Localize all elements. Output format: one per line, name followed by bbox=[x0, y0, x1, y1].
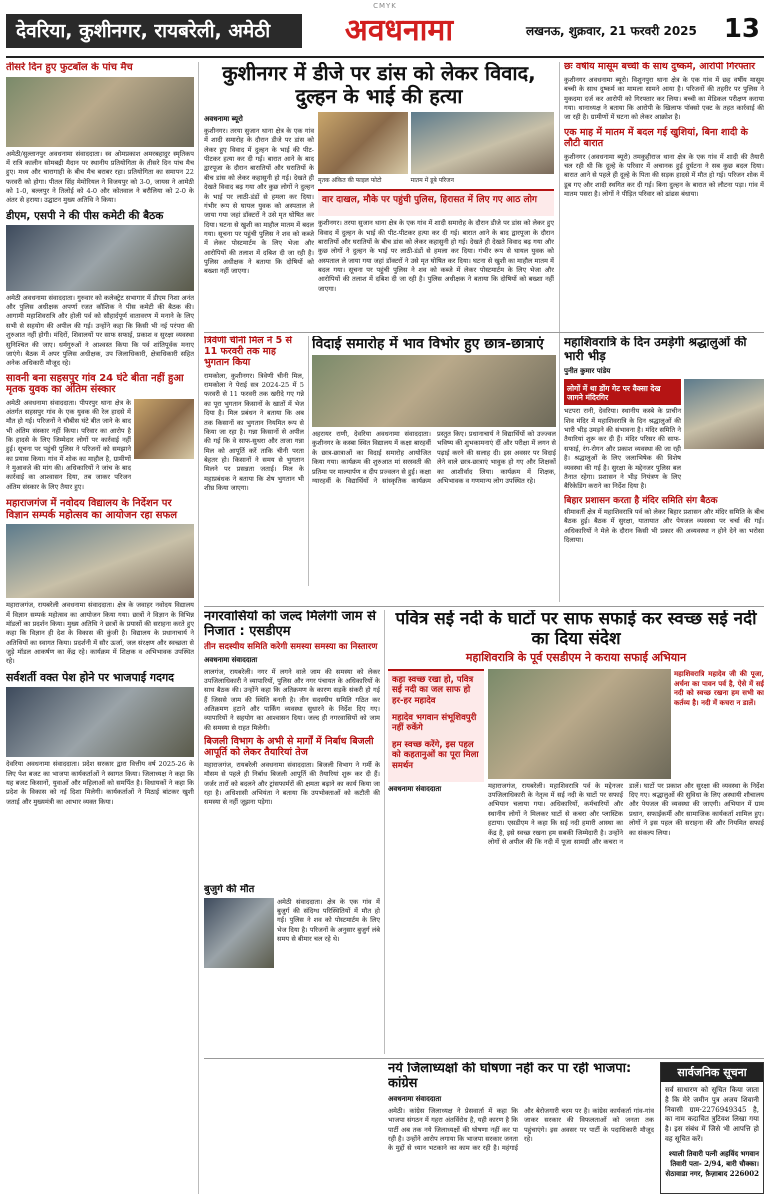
photo-shivratri bbox=[684, 379, 764, 449]
left-column bbox=[6, 62, 194, 1194]
headline-bihar-meeting: बिहार प्रशासन करता है मंदिर समिति संग बैठक bbox=[564, 495, 718, 506]
column-divider bbox=[308, 336, 309, 586]
lead-caption-victim: मृतक अंकित की फाइल फोटो bbox=[318, 177, 382, 184]
headline-shivratri: महाशिवरात्रि के दिन उमड़ेगी श्रद्धालुओं की भारी भीड़ bbox=[564, 336, 747, 363]
headline-football: तीसरे दिन हुए फुटबॉल के पांच मैच bbox=[6, 62, 133, 73]
lead-caption-family: मातम में डूबे परिजन bbox=[410, 177, 454, 184]
story-navodaya: महाराजगंज, रायबरेली अवधनामा संवाददाता। क्षेत्र के जवाहर नवोदय विद्यालय में विज्ञान सम्पर्क महोत्सव का आयोजन किया गया। छात्रों ने विज्ञान के विभिन्न मॉडलों का प्रदर्शन किया। मुख्य अतिथि ने छात्रों के प्रयासों की सराहना करते हुए कहा कि विज्ञान ही देश के विकास की कुंजी है। विद्यालय के प्रधानाचार्य ने अतिथियों का स्वागत किया। प्रदर्शनी में सौर ऊर्जा, जल संरक्षण और स्वच्छता से जुड़े मॉडल आकर्षण का केंद्र रहे। कार्यक्रम में शिक्षक व अभिभावक उपस्थित रहे। bbox=[6, 601, 194, 666]
masthead bbox=[6, 10, 764, 54]
headline-elder-death: बुजुर्ग की मौत bbox=[204, 884, 255, 895]
shivratri-callout-text: लोगों में था डोंग गेट पर वैक्सा देख जागने मंदिरगिर bbox=[567, 383, 661, 402]
section-rule bbox=[204, 606, 764, 607]
river-quote: महाशिवरात्रि महादेव जी की पूजा, अर्चना का पावन पर्व है, ऐसे में सई नदी को स्वच्छ रखना हम सभी का कर्तव्य है। नदी में कचरा न डालें। bbox=[674, 668, 764, 708]
public-notice-signature: श्याली तिवारी पत्नी अहविंद भगवान तिवारी पता- 2/94, बारी चौक्का। सेठावाडा नगर, फ़ैज़ाबाद 226002 bbox=[665, 1148, 759, 1178]
mill-story bbox=[204, 336, 304, 586]
headline-congress: नये जिलाध्यक्षों की घोषणा नहीं कर पा रही भाजपा: कांग्रेस bbox=[388, 1062, 632, 1091]
headline-wedding-return: एक माह में मातम में बदल गई खुशियां, बिना शादी के लौटी बारात bbox=[564, 126, 748, 149]
shivratri-byline: पुनीत कुमार पांडेय bbox=[564, 366, 611, 375]
section-rule bbox=[204, 1058, 764, 1059]
story-congress: अमेठी। कांग्रेस जिलाध्यक्ष ने प्रेसवार्ता में कहा कि भाजपा संगठन में गहरा अंतर्विरोध है, यही कारण है कि पार्टी अब तक नये जिलाध्यक्षों की घोषणा नहीं कर पा रही है। उन्होंने आरोप लगाया कि भाजपा सरकार जनता के मुद्दों से ध्यान भटकाने का काम कर रही है। महंगाई और बेरोजगारी चरम पर है। कांग्रेस कार्यकर्ता गांव-गांव जाकर सरकार की विफलताओं को जनता तक पहुंचाएंगे। इस अवसर पर पार्टी के पदाधिकारी मौजूद रहे। bbox=[388, 1106, 654, 1153]
lead-story bbox=[204, 62, 554, 328]
farewell-story bbox=[312, 336, 556, 586]
photo-football bbox=[6, 77, 194, 147]
headline-electricity: बिजली विभाग के अभी से मार्गों में निर्बाध बिजली आपूर्ति को लेकर तैयारियां तेज bbox=[204, 736, 374, 759]
shivratri-callout bbox=[564, 379, 681, 406]
page-number: 13 bbox=[723, 14, 760, 44]
photo-farewell bbox=[312, 355, 556, 427]
headline-sahaspur: सावनी बना सहसपुर गांव 24 घंटे बीता नहीं हुआ मृतक युवक का अंतिम संस्कार bbox=[6, 372, 184, 396]
column-divider bbox=[384, 610, 385, 1054]
lead-pullquote bbox=[318, 189, 554, 216]
story-mill: रामकोला, कुशीनगर। त्रिवेणी चीनी मिल, रामकोला ने पेराई सत्र 2024-25 में 5 फरवरी से 11 फरवरी तक खरीदे गए गन्ने का पूरा भुगतान किसानों के खातों में भेज दिया है। मिल प्रबंधन ने बताया कि अब तक किसानों का भुगतान नियमित रूप से किया जा रहा है। गन्ना किसानों से अपील की गई कि वे साफ-सुथरा और ताजा गन्ना मिल को आपूर्ति करें ताकि चीनी परता बेहतर हो। किसानों ने समय से भुगतान मिलने पर प्रसन्नता जताई। मिल के महाप्रबंधक ने बताया कि शेष भुगतान भी शीघ्र किया जाएगा। bbox=[204, 371, 304, 493]
story-electricity: महाराजगंज, रायबरेली अवधनामा संवाददाता। बिजली विभाग ने गर्मी के मौसम से पहले ही निर्बाध बिजली आपूर्ति की तैयारियां शुरू कर दी हैं। जर्जर तारों को बदलने और ट्रांसफार्मरों की क्षमता बढ़ाने का कार्य किया जा रहा है। अधिशासी अभियंता ने बताया कि उपभोक्ताओं को कटौती की समस्या से नहीं जूझना पड़ेगा। bbox=[204, 761, 380, 807]
headline-river-cleanup: पवित्र सई नदी के घाटों पर साफ सफाई कर स्वच्छ सई नदी का दिया संदेश bbox=[395, 610, 757, 649]
story-bihar-meeting: सीमावर्ती क्षेत्र में महाशिवरात्रि पर्व को लेकर बिहार प्रशासन और मंदिर समिति के बीच बैठक हुई। बैठक में सुरक्षा, यातायात और पेयजल व्यवस्था पर चर्चा की गई। अधिकारियों ने मेले के दौरान किसी भी प्रकार की अव्यवस्था न होने देने का भरोसा दिलाया। bbox=[564, 507, 764, 544]
section-rule bbox=[204, 332, 764, 333]
story-shivratri: भटपरा रानी, देवरिया। स्थानीय कस्बे के प्राचीन शिव मंदिर में महाशिवरात्रि के दिन श्रद्धालुओं की भारी भीड़ उमड़ने की संभावना है। मंदिर समिति ने तैयारियां शुरू कर दी हैं। मंदिर परिसर की साफ-सफाई, रंग-रोगन और प्रकाश व्यवस्था की जा रही है। श्रद्धालुओं के लिए जलाभिषेक की विशेष व्यवस्था की गई है। सुरक्षा के मद्देनजर पुलिस बल तैनात रहेगा। प्रशासन ने भीड़ नियंत्रण के लिए बैरिकेडिंग कराने का निर्देश दिया है। bbox=[564, 407, 681, 491]
river-callout bbox=[388, 669, 484, 782]
lead-body: कुशीनगर। तरया सुजान थाना क्षेत्र के एक गांव में शादी समारोह के दौरान डीजे पर डांस को लेकर हुए विवाद में दुल्हन के भाई की पीट-पीटकर हत्या कर दी गई। बारात आने के बाद द्वारपूजा के दौरान बारातियों और घरातियों के बीच डांस को लेकर कहासुनी हो गई। देखते ही देखते विवाद बढ़ गया और कुछ लोगों ने दुल्हन के भाई पर लाठी-डंडों से हमला कर दिया। गंभीर रूप से घायल युवक को अस्पताल ले जाया गया जहां डॉक्टरों ने उसे मृत घोषित कर दिया। घटना से खुशी का माहौल मातम में बदल गया। सूचना पर पहुंची पुलिस ने शव को कब्जे में लेकर पोस्टमार्टम के लिए भेजा और आरोपियों की तलाश में दबिश दी जा रही है। पुलिस अधीक्षक ने बताया कि दोषियों को बख्शा नहीं जाएगा। bbox=[204, 127, 314, 276]
story-budget: देवरिया अवधनामा संवाददाता। प्रदेश सरकार द्वारा वित्तीय वर्ष 2025-26 के लिए पेश बजट का भाजपा कार्यकर्ताओं ने स्वागत किया। जिलाध्यक्ष ने कहा कि यह बजट किसानों, युवाओं और महिलाओं को समर्पित है। विधायकों ने कहा कि प्रदेश के विकास को नई दिशा मिलेगी। कार्यकर्ताओं ने मिठाई बांटकर खुशी जताई और मुख्यमंत्री का आभार व्यक्त किया। bbox=[6, 760, 194, 806]
story-child-case: कुशीनगर अवधनामा ब्यूरो। विशुनपुरा थाना क्षेत्र के एक गांव में छह वर्षीय मासूम बच्ची के साथ दुष्कर्म का मामला सामने आया है। परिजनों की तहरीर पर पुलिस ने मुकदमा दर्ज कर आरोपी को गिरफ्तार कर लिया। बच्ची का मेडिकल परीक्षण कराया गया। थानाध्यक्ष ने बताया कि आरोपी के खिलाफ पॉक्सो एक्ट के तहत कार्रवाई की जा रही है। ग्रामीणों में घटना को लेकर आक्रोश है। bbox=[564, 75, 764, 122]
lead-byline: अवधनामा ब्यूरो bbox=[204, 115, 243, 123]
masthead-rule bbox=[6, 56, 764, 58]
photo-navodaya bbox=[6, 524, 194, 598]
subhead-traffic: तीन सदस्यीय समिति करेगी समस्या समस्या का निस्तारण bbox=[204, 641, 378, 652]
headline-child-case: छः वर्षीय मासूम बच्ची के साथ दुष्कर्म, आरोपी गिरफ्तार bbox=[564, 62, 756, 72]
story-sahaspur: अमेठी अवधनामा संवाददाता। पीपरपुर थाना क्षेत्र के अंतर्गत सहसपुर गांव के एक युवक की रेल हादसे में मौत हो गई। परिजनों ने चौबीस घंटे बीत जाने के बाद भी अंतिम संस्कार नहीं किया। परिवार का आरोप है कि हादसे के लिए जिम्मेदार लोगों पर कार्रवाई नहीं हुई। सूचना पर पहुंची पुलिस ने परिजनों को समझाने का प्रयास किया। गांव में शोक का माहौल है, ग्रामीणों ने मुआवजे की मांग की। अधिकारियों ने जांच के बाद कार्रवाई का आश्वासन दिया, तब जाकर परिजन अंतिम संस्कार के लिए तैयार हुए। bbox=[6, 398, 131, 491]
story-football: अमेठी/सुल्तानपुर अवधनामा संवाददाता। स्व ओमप्रकाश अमरबहादुर स्मृतिकप में रात्रि कालीन सोमबद्री मैदान पर स्थानीय प्रतियोगिता के तीसरे दिन पांच मैच हुए। मध्य और चारागाही के बीच मैच बराबर रहा। प्रतियोगिता का समापन 22 फरवरी को होगा। पीतल सिंह मेमोरियल ने विजयपुर को 3-0, जायस ने आमेठी को 1-0, बल्लपुर ने तिलोई को 4-0 और कोतवाल ने बरौलिया को 2-0 के अंतर से हराया। उद्घाटन मुख्य अतिथि ने किया। bbox=[6, 149, 194, 205]
photo-sahaspur bbox=[134, 399, 194, 459]
brand-name: अवधनामा bbox=[344, 13, 454, 48]
river-byline: अवधनामा संवाददाता bbox=[388, 784, 442, 793]
river-callout-3: हम स्वच्छ करेंगे, इस पहल को कहतानुओं का पूरा मिला समर्थन bbox=[392, 739, 479, 772]
river-callout-2: महादेव भगवान संभूशिवपुरी नहीं रुकेंगे bbox=[392, 712, 477, 734]
print-marks: CMYK bbox=[373, 2, 397, 10]
story-river-cleanup: महाराजगंज, रायबरेली। महाशिवरात्रि पर्व के मद्देनजर उपजिलाधिकारी के नेतृत्व में सई नदी के घाटों पर सफाई अभियान चलाया गया। अधिकारियों, कर्मचारियों और स्थानीय लोगों ने मिलकर घाटों से कचरा और प्लास्टिक हटाया। एसडीएम ने कहा कि सई नदी हमारी आस्था का केंद्र है, इसे स्वच्छ रखना हम सबकी जिम्मेदारी है। उन्होंने लोगों से अपील की कि नदी में पूजा सामग्री और कचरा न डालें। घाटों पर प्रकाश और सुरक्षा की व्यवस्था के निर्देश दिए गए। श्रद्धालुओं की सुविधा के लिए अस्थायी शौचालय और पेयजल की व्यवस्था की जाएगी। अभियान में ग्राम प्रधान, सफाईकर्मी और सामाजिक कार्यकर्ता शामिल हुए। लोगों ने इस पहल की सराहना की और नियमित सफाई का संकल्प लिया। bbox=[488, 781, 764, 846]
lead-body-continued: कुशीनगर। तरया सुजान थाना क्षेत्र के एक गांव में शादी समारोह के दौरान डीजे पर डांस को लेकर हुए विवाद में दुल्हन के भाई की पीट-पीटकर हत्या कर दी गई। बारात आने के बाद द्वारपूजा के दौरान बारातियों और घरातियों के बीच डांस को लेकर कहासुनी हो गई। देखते ही देखते विवाद बढ़ गया और कुछ लोगों ने दुल्हन के भाई पर लाठी-डंडों से हमला कर दिया। गंभीर रूप से घायल युवक को अस्पताल ले जाया गया जहां डॉक्टरों ने उसे मृत घोषित कर दिया। घटना से खुशी का माहौल मातम में बदल गया। सूचना पर पहुंची पुलिस ने शव को कब्जे में लेकर पोस्टमार्टम के लिए भेजा और आरोपियों की तलाश में दबिश दी जा रही है। पुलिस अधीक्षक ने बताया कि दोषियों को बख्शा नहीं जाएगा। bbox=[318, 219, 554, 293]
public-notice-body: सर्व साधारण को सूचित किया जाता है कि मेरे जमीन पुत्र अजय शिवानी निवासी ग्राम-2276949345 है, का नाम कदाचित त्रुटिवश लिखा गया है। इस संबंध में जिसे भी आपत्ति हो वह सूचित करें। bbox=[665, 1086, 759, 1143]
lead-headline: कुशीनगर में डीजे पर डांस को लेकर विवाद, दुल्हन के भाई की हत्या bbox=[222, 62, 536, 108]
congress-byline: अवधनामा संवाददाता bbox=[388, 1094, 442, 1103]
congress-story bbox=[388, 1062, 654, 1194]
photo-budget bbox=[6, 687, 194, 757]
lead-photo-family bbox=[411, 112, 554, 174]
public-notice bbox=[660, 1062, 764, 1194]
river-cleanup-story bbox=[388, 610, 764, 1054]
story-farewell: अहरायर राणी, देवरिया अवधनामा संवाददाता। कुशीनगर के कस्बा स्थित विद्यालय में कक्षा बारहवीं के छात्र-छात्राओं का विदाई समारोह आयोजित किया गया। कार्यक्रम की शुरुआत मां सरस्वती की प्रतिमा पर माल्यार्पण व दीप प्रज्वलन से हुई। कक्षा ग्यारहवीं के विद्यार्थियों ने सांस्कृतिक कार्यक्रम प्रस्तुत किए। प्रधानाचार्य ने विद्यार्थियों को उज्ज्वल भविष्य की शुभकामनाएं दीं और परीक्षा में लगन से पढ़ाई करने की सलाह दी। इस अवसर पर विदाई लेने वाले छात्र-छात्राएं भावुक हो गए और शिक्षकों का आशीर्वाद लिया। कार्यक्रम में शिक्षक, अभिभावक व गणमान्य लोग उपस्थित रहे। bbox=[312, 430, 556, 485]
traffic-byline: अवधनामा संवाददाता bbox=[204, 655, 258, 664]
lead-photo-victim bbox=[318, 112, 408, 174]
headline-navodaya: महाराजगंज में नवोदय विद्यालय के निर्देशन पर विज्ञान सम्पर्क महोत्सव का आयोजन रहा सफल bbox=[6, 498, 178, 521]
brand-logo bbox=[324, 10, 474, 52]
headline-peace-committee: डीएम, एसपी ने की पीस कमेटी की बैठक bbox=[6, 209, 164, 222]
story-peace-committee: अमेठी अवधनामा संवाददाता। गुरुवार को कलेक्ट्रेट सभागार में डीएम निशा अनंत और पुलिस अधीक्षक अपर्णा रजत कौशिक ने पीस कमेटी की बैठक की। आगामी महाशिवरात्रि और होली पर्व को सौहार्दपूर्ण वातावरण में मनाने के लिए सभी से सहयोग की अपील की गई। उन्होंने कहा कि किसी भी नई परंपरा की शुरुआत नहीं होगी। मंदिरों, शिवालयों पर साफ सफाई, प्रकाश व सुरक्षा व्यवस्था सुनिश्चित की जाए। धर्मगुरुओं ने आश्वस्त किया कि पर्व शांतिपूर्वक मनाए जाएंगे। बैठक में अपर पुलिस अधीक्षक, उप जिलाधिकारी, क्षेत्राधिकारी सहित अनेक अधिकारी मौजूद रहे। bbox=[6, 293, 194, 368]
story-elder-death: अमेठी संवाददाता। क्षेत्र के एक गांव में बुजुर्ग की संदिग्ध परिस्थितियों में मौत हो गई। पुलिस ने शव को पोस्टमार्टम के लिए भेज दिया है। परिजनों के अनुसार बुजुर्ग लंबे समय से बीमार चल रहे थे। bbox=[277, 897, 380, 943]
public-notice-title: सार्वजनिक सूचना bbox=[661, 1063, 763, 1082]
headline-traffic: नगरवासियों को जल्द मिलेगी जाम से निजात : एसडीएम bbox=[204, 610, 376, 639]
photo-peace-committee bbox=[6, 225, 194, 291]
photo-river-cleanup-1 bbox=[488, 669, 671, 779]
headline-mill: त्रिवेणी चीनी मिल ने 5 से 11 फरवरी तक माह भुगतान किया bbox=[204, 336, 292, 368]
story-wedding-return: कुशीनगर (अवधनामा ब्यूरो) तमकुहीराज थाना क्षेत्र के एक गांव में शादी की तैयारी चल रही थी कि दूल्हे के परिवार में अचानक हुई दुर्घटना ने सब कुछ बदल दिया। बारात आने से पहले ही दूल्हे के पिता की सड़क हादसे में मौत हो गई। परिजन शोक में डूब गए और शादी स्थगित कर दी गई। बिना दुल्हन के बारात को लौटना पड़ा। गांव में मातम पसरा है। लोगों ने पीड़ित परिवार को ढांढस बंधाया। bbox=[564, 152, 764, 198]
shivratri-story bbox=[564, 336, 764, 602]
elder-death-story bbox=[204, 884, 380, 1054]
column-divider bbox=[198, 62, 199, 1194]
story-traffic: लालगंज, रायबरेली। नगर में लगने वाले जाम की समस्या को लेकर उपजिलाधिकारी ने व्यापारियों, पुलिस और नगर पंचायत के अधिकारियों के साथ बैठक की। उन्होंने कहा कि अतिक्रमण के कारण सड़कें संकरी हो गई हैं जिससे जाम की स्थिति बनती है। तीन सदस्यीय समिति गठित कर अतिक्रमण हटाने और पार्किंग व्यवस्था सुधारने के निर्देश दिए गए। व्यापारियों ने सहयोग का आश्वासन दिया। जल्द ही नगरवासियों को जाम की समस्या से राहत मिलेगी। bbox=[204, 667, 380, 732]
photo-elder bbox=[204, 898, 274, 968]
river-callout-1: कहा स्वच्छ रखा हो, पवित्र सई नदी का जल साफ हो हर-हर महादेव bbox=[392, 674, 474, 706]
lead-pullquote-text: वार दाखल, मौके पर पहुंची पुलिस, हिरासत में लिए गए आठ लोग bbox=[322, 195, 537, 205]
headline-farewell: विदाई समारोह में भाव विभोर हुए छात्र-छात्राएं bbox=[312, 336, 544, 352]
traffic-story bbox=[204, 610, 380, 880]
dateline: लखनऊ, शुक्रवार, 21 फरवरी 2025 bbox=[526, 24, 697, 38]
headline-budget: सर्वशर्ती वक्त पेश होने पर भाजपाई गदगद bbox=[6, 670, 174, 684]
subhead-river-cleanup: महाशिवरात्रि के पूर्व एसडीएम ने कराया सफाई अभियान bbox=[465, 651, 687, 665]
section-title: देवरिया, कुशीनगर, रायबरेली, अमेठी bbox=[6, 14, 302, 48]
